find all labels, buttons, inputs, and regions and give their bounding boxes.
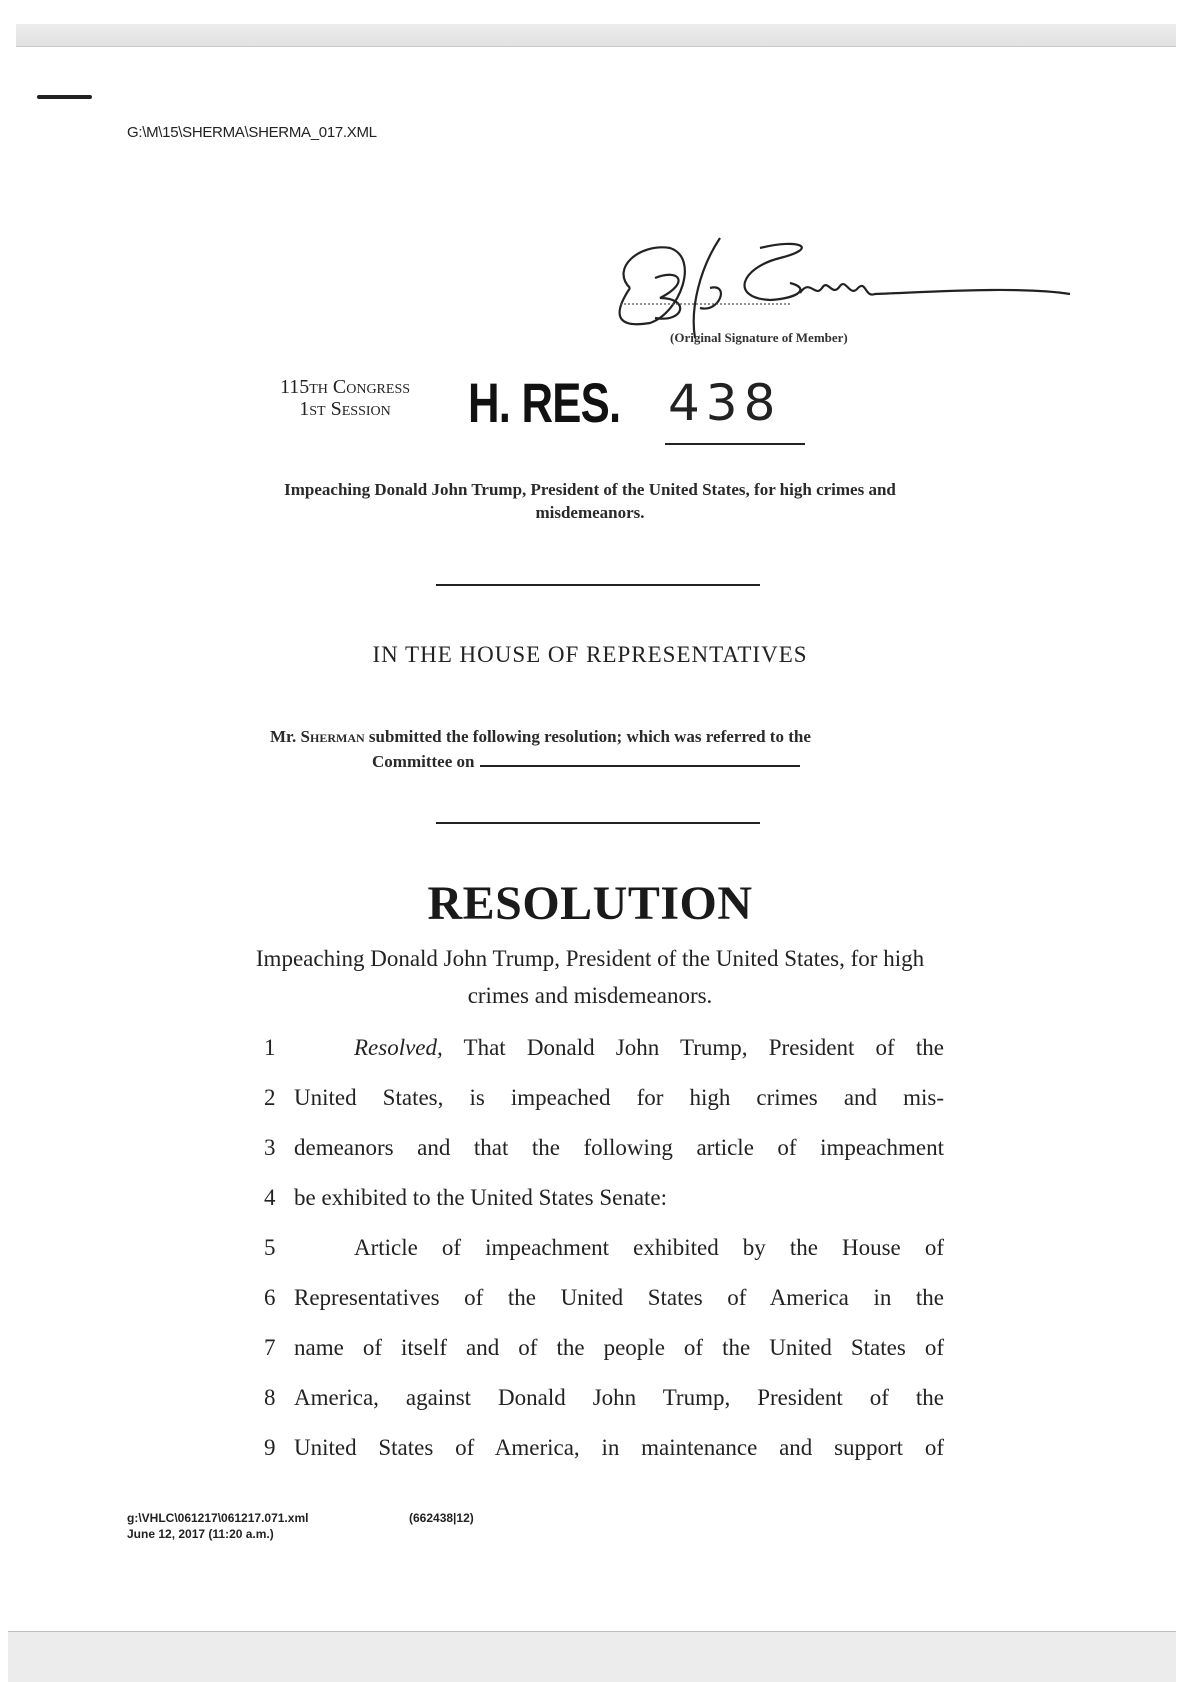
line-number: 3 [264, 1135, 276, 1160]
text-line [264, 1134, 944, 1184]
line-text: Article of impeachment exhibited by the House of [354, 1235, 944, 1260]
line-number: 7 [264, 1335, 276, 1360]
line-text: demeanors and that the following article of impeachment [294, 1135, 944, 1160]
line-text: Representatives of the United States of America in the [294, 1285, 944, 1310]
scan-top-band [16, 24, 1176, 47]
line-text [294, 1034, 944, 1084]
committee-label: Committee on [372, 752, 475, 771]
text-line [264, 1084, 944, 1134]
footer-path: g:\VHLC\061217\061217.071.xml [127, 1511, 309, 1525]
line-text: America, against Donald John Trump, President of the [294, 1385, 944, 1410]
resolved-clause: Resolved, [354, 1035, 443, 1060]
text-line [264, 1284, 944, 1334]
footer-code: (662438|12) [409, 1511, 474, 1525]
official-title: Impeaching Donald John Trump, President of the United States, for high crimes and misdemeanors. [255, 946, 925, 1008]
resolution-heading: RESOLUTION [427, 877, 753, 930]
line-number: 1 [264, 1035, 276, 1060]
submission-prefix: Mr. [270, 727, 301, 746]
line-number: 4 [264, 1185, 276, 1210]
bill-number-handwritten: 438 [668, 374, 782, 432]
text-line [264, 1034, 944, 1084]
bill-number-underline [665, 443, 805, 445]
divider-rule [436, 822, 760, 824]
bill-designation: H. RES. [468, 371, 621, 434]
text-line [264, 1384, 944, 1434]
chamber-heading: IN THE HOUSE OF REPRESENTATIVES [372, 642, 808, 667]
text-line [264, 1434, 944, 1484]
footer-timestamp: June 12, 2017 (11:20 a.m.) [127, 1527, 274, 1541]
text-line [264, 1184, 944, 1234]
line-text: United States, is impeached for high crimes and mis- [294, 1085, 944, 1110]
line-body: That Donald John Trump, President of the [442, 1035, 944, 1060]
signature-caption: (Original Signature of Member) [670, 330, 848, 345]
text-line [264, 1334, 944, 1384]
line-number: 2 [264, 1085, 276, 1110]
congress-number: 115th Congress [279, 376, 411, 398]
file-path: G:\M\15\SHERMA\SHERMA_017.XML [127, 124, 377, 141]
submission-statement [270, 724, 950, 774]
committee-line [270, 749, 950, 774]
line-text: name of itself and of the people of the United States of [294, 1335, 944, 1360]
footer-metadata [127, 1510, 474, 1542]
scan-mark [37, 95, 92, 99]
committee-blank [480, 751, 800, 767]
line-number: 6 [264, 1285, 276, 1310]
member-signature [600, 228, 1080, 338]
short-title: Impeaching Donald John Trump, President of the United States, for high crimes and misdemeanors. [284, 480, 896, 522]
line-text: United States of America, in maintenance and support of [294, 1435, 944, 1460]
resolution-body [264, 1034, 944, 1484]
line-text: be exhibited to the United States Senate: [294, 1185, 668, 1210]
scan-bottom-band [8, 1631, 1176, 1682]
divider-rule [436, 584, 760, 586]
line-number: 5 [264, 1235, 276, 1260]
line-number: 9 [264, 1435, 276, 1460]
session-number: 1st Session [299, 398, 391, 420]
line-number: 8 [264, 1385, 276, 1410]
submission-text: submitted the following resolution; which was referred to the [364, 727, 811, 746]
sponsor-name: Sherman [300, 727, 365, 746]
congress-session [240, 376, 450, 420]
text-line [264, 1234, 944, 1284]
